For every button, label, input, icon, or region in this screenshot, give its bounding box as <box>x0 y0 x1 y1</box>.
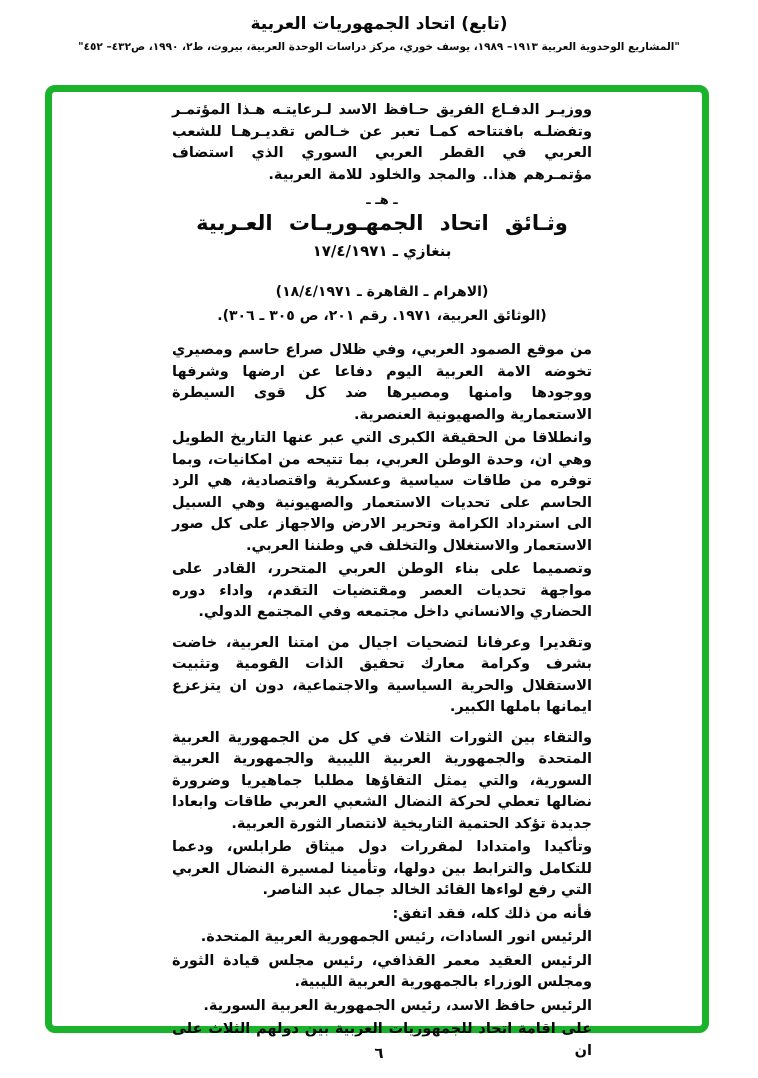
source-citation: "المشاريع الوحدوية العربية ١٩١٣– ١٩٨٩، يوسف خوري، مركز دراسات الوحدة العربية، بيروت، ط٢، ١٩٩٠، ص٤٣٢– ٤٥٢" <box>78 41 680 53</box>
green-frame <box>45 85 709 1059</box>
reference-line: (الوثائق العربية، ١٩٧١. رقم ٢٠١، ص ٣٠٥ ـ ٣٠٦). <box>217 308 547 324</box>
body-paragraph: على اقامة اتحاد للجمهوريات العربية بين دولهم الثلاث على ان <box>172 1021 592 1059</box>
reference-line: (الاهرام ـ القاهرة ـ ١٨/٤/١٩٧١) <box>275 284 489 300</box>
body-paragraph: الرئيس حافظ الاسد، رئيس الجمهورية العربية السورية. <box>203 997 592 1014</box>
body-paragraph: الرئيس العقيد معمر القذافي، رئيس مجلس قيادة الثورة ومجلس الوزراء بالجمهورية العربية الليبية. <box>172 952 592 990</box>
body-paragraph: من موقع الصمود العربي، وفي ظلال صراع حاسم ومصيري تخوضه الامة العربية اليوم دفاعا عن ارضها وشرفها ووجودها وامنها ومصيرها ضد كل قوى السيطرة الاستعمارية والصهيونية العنصرية. <box>172 342 592 423</box>
body-paragraph: والتقاء بين الثورات الثلاث في كل من الجمهورية العربية المتحدة والجمهورية العربية الليبية والجمهورية العربية السورية، والتي يمثل التقاؤها مطلبا جماهيريا وضرورة نضالها تعطي لحركة النضال الشعبي العربي طاقات وابعادا جديدة تؤكد الحتمية التاريخية لانتصار الثورة العربية. <box>172 729 592 832</box>
intro-paragraph: ووزيـر الدفـاع الفريق حـافظ الاسد لـرعايتـه هـذا المؤتمـر وتفضلـه بافتتاحه كمـا تعبر عن خـالص تقديـرهـا للشعب العربي في القطر العربي السوري الذي استضاف مؤتمـرهم هذا.. والمجد والخلود للامة العربية. <box>172 102 592 183</box>
body-paragraphs <box>172 340 592 1062</box>
section-subtitle: بنغازي ـ ١٧/٤/١٩٧١ <box>312 242 452 260</box>
section-divider-mark: ـ هـ ـ <box>366 193 398 208</box>
body-paragraph: وتصميما على بناء الوطن العربي المتحرر، القادر على مواجهة تحديات العصر ومقتضيات التقدم، واداء دوره الحضاري والانساني داخل مجتمعه وفي المجتمع الدولي. <box>172 561 592 620</box>
document-body <box>172 100 592 1062</box>
page-number: ٦ <box>374 1044 384 1062</box>
body-paragraph: الرئيس انور السادات، رئيس الجمهورية العربية المتحدة. <box>200 929 592 945</box>
body-paragraph: فأنه من ذلك كله، فقد اتفق: <box>392 905 592 922</box>
body-paragraph: وانطلاقا من الحقيقة الكبرى التي عبر عنها التاريخ الطويل وهي ان، وحدة الوطن العربي، بما تتيحه من امكانيات، وبما توفره من طاقات سياسية وعسكرية واقتصادية، هي الرد الحاسم على تحديات الاستعمار والصهيونية وهي السبيل الى استرداد الكرامة وتحرير الارض والاجهاز على كل صور الاستعمار والاستغلال والتخلف في وطننا العربي. <box>172 430 592 554</box>
reference-block <box>172 280 592 328</box>
page-title: (تابع) اتحاد الجمهوريات العربية <box>250 14 508 34</box>
body-paragraph: وتأكيدا وامتدادا لمقررات دول ميثاق طرابلس، ودعما للتكامل والترابط بين دولها، وتأمينا لمسيرة النضال العربي التي رفع لواءها القائد الخالد جمال عبد الناصر. <box>172 839 592 898</box>
page-footer <box>0 1044 758 1062</box>
body-paragraph: وتقديرا وعرفانا لتضحيات اجيال من امتنا العربية، خاضت بشرف وكرامة معارك تحقيق الذات القومية وتثبيت الاستقلال والحرية السياسية والاجتماعية، دون ان يتزعزع ايمانها باملها الكبير. <box>172 634 592 715</box>
page-header <box>0 0 758 53</box>
section-title: وثـائق اتحاد الجمهـوريـات العـربية <box>196 211 568 235</box>
